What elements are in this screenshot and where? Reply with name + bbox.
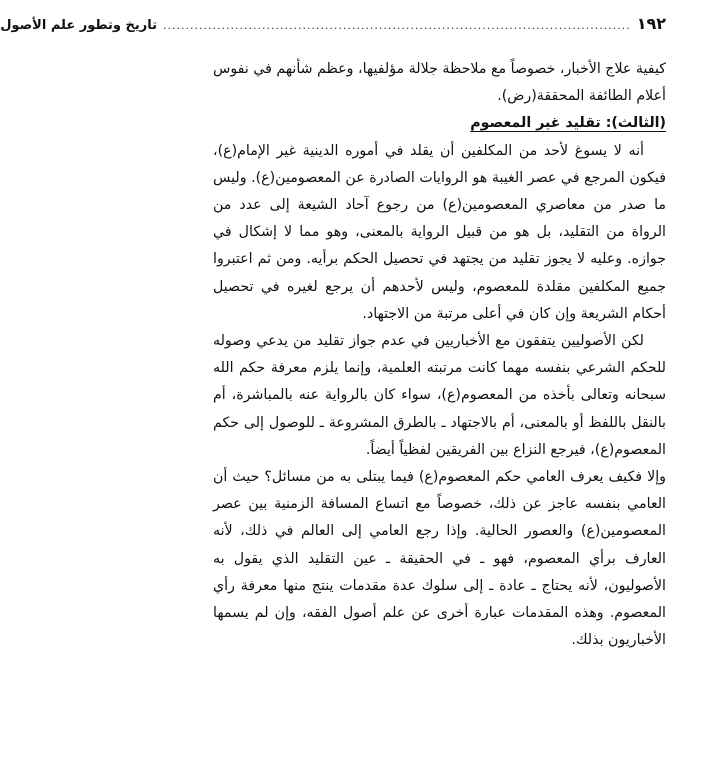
paragraph-usulis-agreement: لكن الأصوليين يتفقون مع الأخباريين في عدم جواز تقليد من يدعي وصوله للحكم الشرعي بنفسه مهما كانت مرتبته العلمية، وإنما يلزم معرفة حكم الله سبحانه وتعالى بأخذه من المعصوم(ع)، سواء كان بالرواية عنه بالمباشرة، أم بالنقل باللفظ أو بالمعنى، أم بالاجتهاد ـ بالطرق المشروعة ـ للوصول إلى حكم المعصوم(ع)، فيرجع النزاع بين الفريقين لفظياً أيضاً.: [213, 333, 666, 458]
section-heading: [213, 110, 666, 137]
running-title: تاريخ وتطور علم الأصول: [0, 18, 158, 33]
section-heading-text: (الثالث): تقليد غير المعصوم: [470, 115, 666, 132]
paragraph-layman-question: وإلا فكيف يعرف العامي حكم المعصوم(ع) فيما يبتلى به من مسائل؟ حيث أن العامي بنفسه عاجز عن ذلك، خصوصاً مع اتساع المسافة الزمنية بين عصر المعصومين(ع) والعصور الحالية. وإذا رجع العامي إلى العالم في ذلك، لأنه العارف برأي المعصوم، فهو ـ في الحقيقة ـ عين التقليد الذي يقول به الأصوليون، لأنه يحتاج ـ عادة ـ إلى سلوك عدة مقدمات ينتج منها معرفة رأي المعصوم. وهذه المقدمات عبارة أخرى عن علم أصول الفقه، وإن لم يسمها الأخباريون بذلك.: [213, 469, 666, 649]
paragraph-continuation: كيفية علاج الأخبار، خصوصاً مع ملاحظة جلالة مؤلفيها، وعظم شأنهم في نفوس أعلام الطائفة المحققة(رض).: [213, 61, 666, 105]
header-leader-dots: ........................................................................................................: [163, 19, 631, 32]
page-body: [213, 56, 666, 654]
page-number: ١٩٢: [636, 14, 666, 33]
paragraph-taqlid-definition: أنه لا يسوغ لأحد من المكلفين أن يقلد في أموره الدينية غير الإمام(ع)، فيكون المرجع في عصر الغيبة هو الروايات الصادرة عن المعصومين(ع). وليس ما صدر من معاصري المعصومين(ع) من رجوع آحاد الشيعة إلى عدد من الرواة من التقليد، بل هو من قبيل الرواية بالمعنى، وهو مما لا إشكال في جوازه. وعليه لا يجوز تقليد من يجتهد في تحصيل الحكم برأيه. ومن ثم اعتبروا جميع المكلفين مقلدة للمعصوم، وليس لأحدهم أن يرجع لغيره في تحصيل أحكام الشريعة وإن كان في أعلى مرتبة من الاجتهاد.: [213, 142, 666, 322]
page-header: [0, 14, 666, 36]
